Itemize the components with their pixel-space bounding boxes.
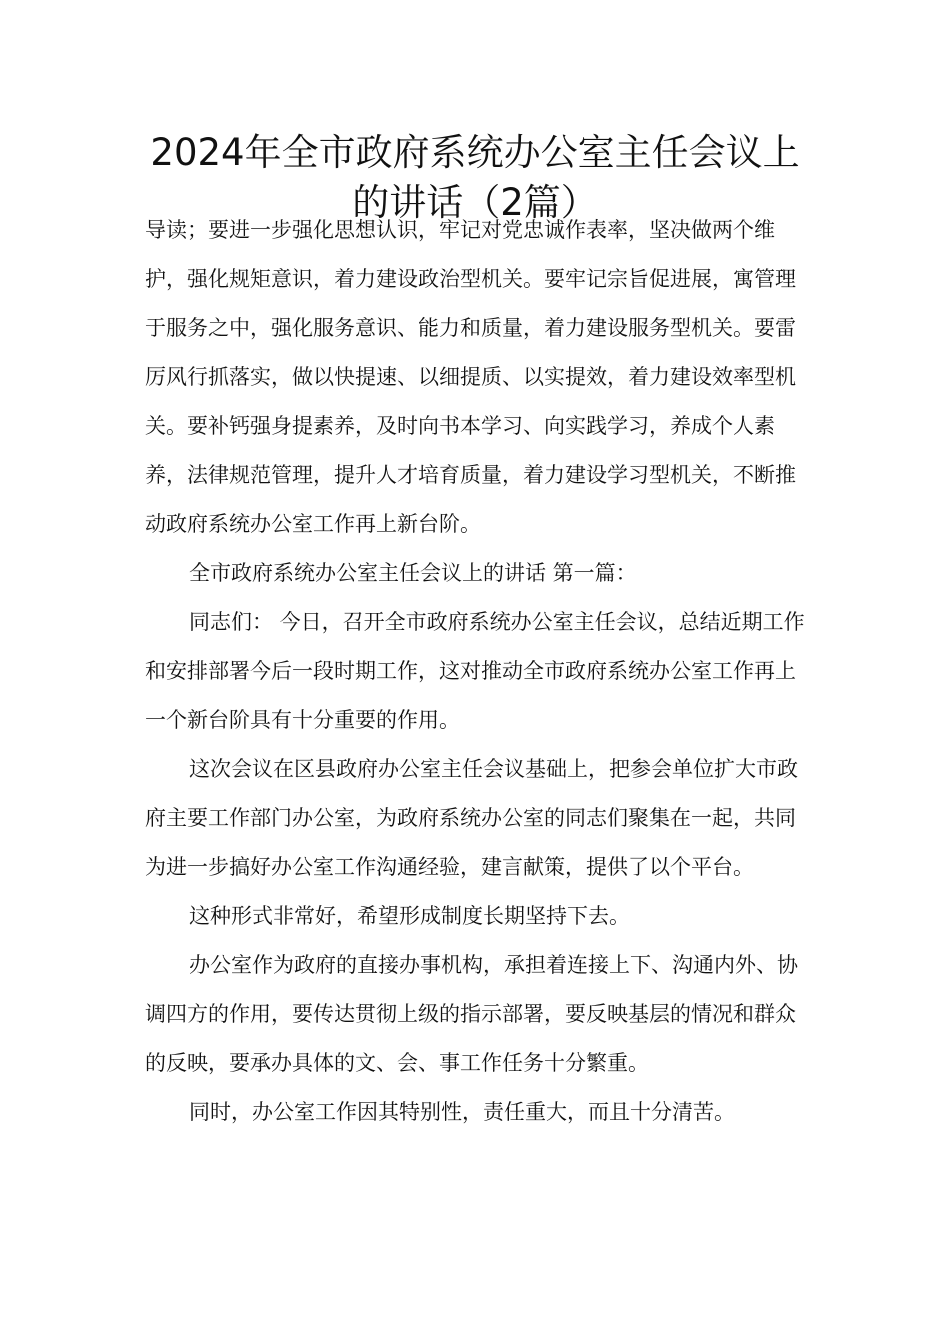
title-line-1: 2024年全市政府系统办公室主任会议上 (150, 131, 800, 174)
intro-paragraph: 导读；要进一步强化思想认识，牢记对党忠诚作表率，坚决做两个维护，强化规矩意识，着力建设政治型机关。要牢记宗旨促进展，寓管理于服务之中，强化服务意识、能力和质量，着力建设服务型机关。要雷厉风行抓落实，做以快提速、以细提质、以实提效，着力建设效率型机关。要补钙强身提素养，及时向书本学习、向实践学习，养成个人素养，法律规范管理，提升人才培育质量，着力建设学习型机关，不断推动政府系统办公室工作再上新台阶。 (145, 218, 796, 536)
section-heading: 全市政府系统办公室主任会议上的讲话 第一篇： (189, 561, 637, 585)
body-paragraph: 这种形式非常好，希望形成制度长期坚持下去。 (189, 904, 630, 928)
body-paragraph: 同志们： 今日，召开全市政府系统办公室主任会议，总结近期工作和安排部署今后一段时期工作，这对推动全市政府系统办公室工作再上一个新台阶具有十分重要的作用。 (145, 610, 805, 732)
document-body (145, 206, 810, 1137)
body-paragraph: 办公室作为政府的直接办事机构，承担着连接上下、沟通内外、协调四方的作用，要传达贯彻上级的指示部署，要反映基层的情况和群众的反映，要承办具体的文、会、事工作任务十分繁重。 (145, 953, 798, 1075)
title-line-2: 的讲话（2篇） (352, 181, 598, 224)
body-paragraph: 同时，办公室工作因其特别性，责任重大，而且十分清苦。 (189, 1100, 735, 1124)
body-paragraph: 这次会议在区县政府办公室主任会议基础上，把参会单位扩大市政府主要工作部门办公室，为政府系统办公室的同志们聚集在一起，共同为进一步搞好办公室工作沟通经验，建言献策，提供了以个平台。 (145, 757, 798, 879)
